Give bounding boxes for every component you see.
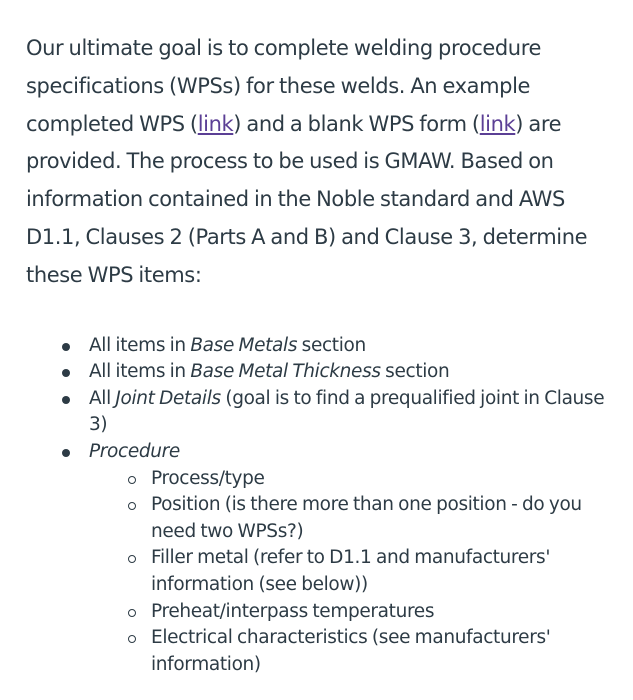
wps-items-list: [26, 333, 619, 679]
item-emphasis: Base Metal Thickness: [190, 361, 381, 383]
sublist-item-position: Position (is there more than one position - do you need two WPSs?): [151, 492, 619, 545]
item-prefix: All items in: [89, 361, 191, 383]
list-item-joint-details: [89, 386, 619, 439]
sublist-item-preheat-interpass: Preheat/interpass temperatures: [151, 599, 619, 626]
list-item-base-metals: [89, 333, 619, 360]
blank-wps-form-link[interactable]: link: [479, 111, 516, 136]
sublist-item-process-type: Process/type: [151, 466, 619, 493]
intro-text-1: Our ultimate goal is to complete welding procedure specifications (WPSs) for these welds. An example completed WPS (: [26, 36, 542, 136]
sublist-item-electrical: Electrical characteristics (see manufacturers' information): [151, 625, 619, 678]
item-emphasis: Base Metals: [190, 334, 298, 356]
item-emphasis: Joint Details: [115, 387, 221, 409]
procedure-sublist: [89, 466, 619, 679]
example-wps-link[interactable]: link: [197, 111, 234, 136]
item-emphasis: Procedure: [89, 440, 180, 462]
item-suffix: section: [297, 334, 366, 356]
item-prefix: All: [89, 387, 116, 409]
intro-paragraph: [26, 30, 619, 295]
list-item-base-metal-thickness: [89, 359, 619, 386]
item-suffix: (goal is to find a prequalified joint in Clause 3): [89, 387, 605, 436]
intro-text-2: ) and a blank WPS form (: [233, 111, 480, 136]
intro-text-3: ) are provided. The process to be used is GMAW. Based on information contained in the Noble standard and AWS D1.1, Clauses 2 (Parts A and B) and Clause 3, determine these WPS items:: [26, 111, 588, 287]
item-suffix: section: [380, 361, 450, 383]
item-prefix: All items in: [89, 334, 191, 356]
sublist-item-filler-metal: Filler metal (refer to D1.1 and manufacturers' information (see below)): [151, 545, 619, 598]
list-item-procedure: [89, 439, 619, 678]
